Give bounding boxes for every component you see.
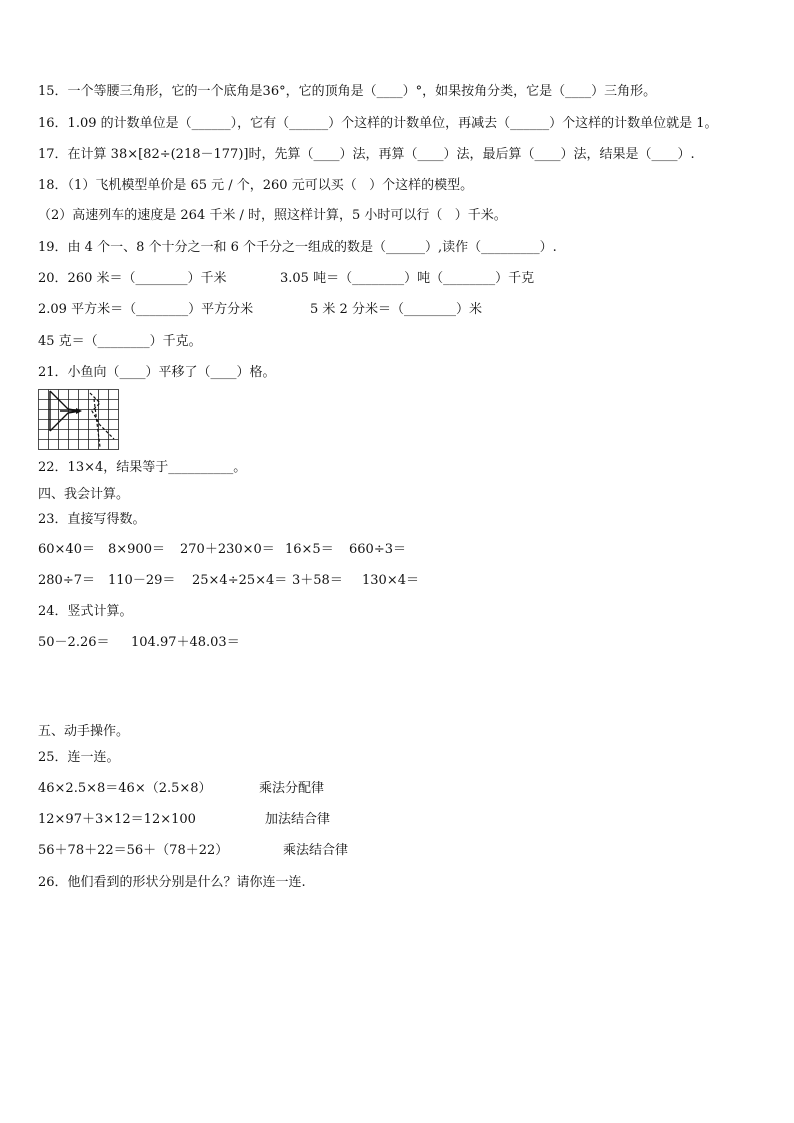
calc-item: 60×40＝ (38, 542, 95, 557)
question-20-c: 2.09 平方米＝（________）平方分米 (38, 302, 254, 317)
question-16: 16．1.09 的计数单位是（______），它有（______）个这样的计数单位，再减去（______）个这样的计数单位就是 1。 (38, 116, 718, 131)
calc-item: 130×4＝ (362, 573, 419, 588)
calc-item: 270＋230×0＝ (180, 542, 275, 557)
question-20-a: 20．260 米＝（________）千米 (38, 271, 227, 286)
question-20-d: 5 米 2 分米＝（________）米 (310, 302, 482, 317)
match-left-item: 46×2.5×8＝46×（2.5×8） (38, 781, 212, 796)
calc-item: 8×900＝ (108, 542, 165, 557)
calc-item: 660÷3＝ (349, 542, 406, 557)
match-right-item: 加法结合律 (265, 812, 331, 827)
match-right-item: 乘法结合律 (283, 843, 349, 858)
section-5-heading: 五、动手操作。 (38, 724, 130, 739)
fish-arrow-icon (76, 408, 82, 414)
match-right-item: 乘法分配律 (259, 781, 325, 796)
vertical-calc-item: 50－2.26＝ (38, 635, 110, 650)
question-23: 23．直接写得数。 (38, 512, 146, 527)
calc-item: 3＋58＝ (292, 573, 343, 588)
question-21: 21．小鱼向（____）平移了（____）格。 (38, 365, 276, 380)
question-17: 17．在计算 38×[82÷(218－177)]时，先算（____）法，再算（____）法，最后算（____）法，结果是（____）. (38, 147, 695, 162)
question-20-e: 45 克＝（________）千克。 (38, 334, 202, 349)
fish-grid-figure (38, 389, 120, 451)
question-19: 19．由 4 个一、8 个十分之一和 6 个千分之一组成的数是（______）,读作（_________）. (38, 240, 557, 255)
question-22: 22．13×4，结果等于__________。 (38, 460, 247, 475)
fish-translated (90, 393, 114, 447)
calc-item: 16×5＝ (285, 542, 334, 557)
question-18-part2: （2）高速列车的速度是 264 千米 / 时，照这样计算，5 小时可以行（ ）千米。 (38, 208, 507, 223)
match-left-item: 56＋78＋22＝56＋（78＋22） (38, 843, 229, 858)
question-20-b: 3.05 吨＝（________）吨（________）千克 (280, 271, 535, 286)
calc-item: 110－29＝ (108, 573, 176, 588)
question-25: 25．连一连。 (38, 750, 120, 765)
question-26: 26．他们看到的形状分别是什么？请你连一连. (38, 875, 306, 890)
vertical-calc-item: 104.97＋48.03＝ (131, 635, 240, 650)
match-left-item: 12×97＋3×12＝12×100 (38, 812, 196, 827)
section-4-heading: 四、我会计算。 (38, 487, 130, 502)
question-24: 24．竖式计算。 (38, 604, 133, 619)
question-18-part1: 18．（1）飞机模型单价是 65 元 / 个，260 元可以买（ ）个这样的模型。 (38, 178, 474, 193)
fish-original (50, 391, 80, 431)
calc-item: 25×4÷25×4＝ (192, 573, 288, 588)
question-15: 15．一个等腰三角形，它的一个底角是36°，它的顶角是（____）°，如果按角分类，它是（____）三角形。 (38, 84, 657, 99)
calc-item: 280÷7＝ (38, 573, 95, 588)
